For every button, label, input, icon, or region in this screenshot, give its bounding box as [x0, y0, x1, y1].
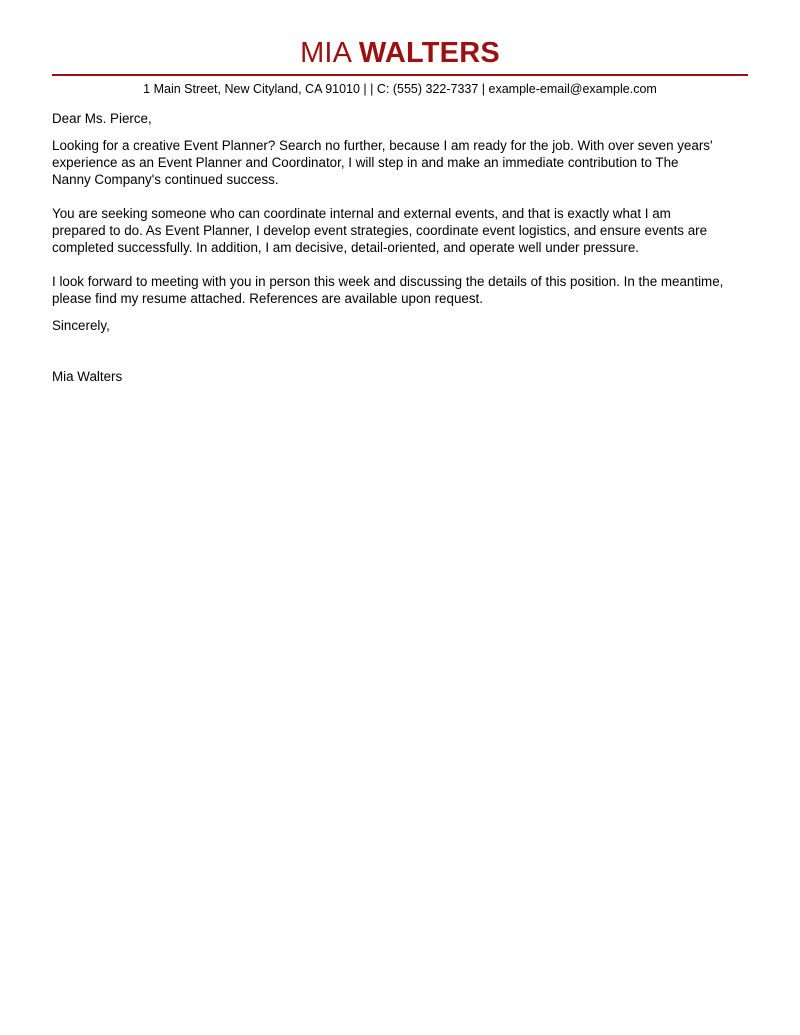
paragraph-line: I look forward to meeting with you in person this week and discussing the details of this position. In the meantime, — [52, 274, 724, 289]
paragraph-line: completed successfully. In addition, I am decisive, detail-oriented, and operate well under pressure. — [52, 240, 640, 255]
paragraph-closing — [52, 273, 752, 307]
last-name: WALTERS — [358, 37, 500, 69]
signature-name: Mia Walters — [52, 369, 123, 384]
header-divider — [52, 74, 748, 76]
paragraph-line: please find my resume attached. References are available upon request. — [52, 291, 483, 306]
paragraph-qualifications — [52, 205, 752, 256]
contact-info-line: 1 Main Street, New Cityland, CA 91010 | | C: (555) 322-7337 | example-email@example.com — [143, 82, 657, 96]
paragraph-line: experience as an Event Planner and Coordinator, I will step in and make an immediate contribution to The — [52, 155, 679, 170]
paragraph-line: Nanny Company's continued success. — [52, 172, 279, 187]
valediction: Sincerely, — [52, 318, 110, 333]
paragraph-line: prepared to do. As Event Planner, I develop event strategies, coordinate event logistics, and ensure events are — [52, 223, 708, 238]
paragraph-line: Looking for a creative Event Planner? Search no further, because I am ready for the job. With over seven years' — [52, 138, 713, 153]
first-name: MIA — [300, 37, 351, 69]
paragraph-line: You are seeking someone who can coordinate internal and external events, and that is exactly what I am — [52, 206, 671, 221]
applicant-name-heading — [0, 36, 800, 70]
salutation: Dear Ms. Pierce, — [52, 111, 152, 126]
paragraph-intro — [52, 137, 752, 188]
